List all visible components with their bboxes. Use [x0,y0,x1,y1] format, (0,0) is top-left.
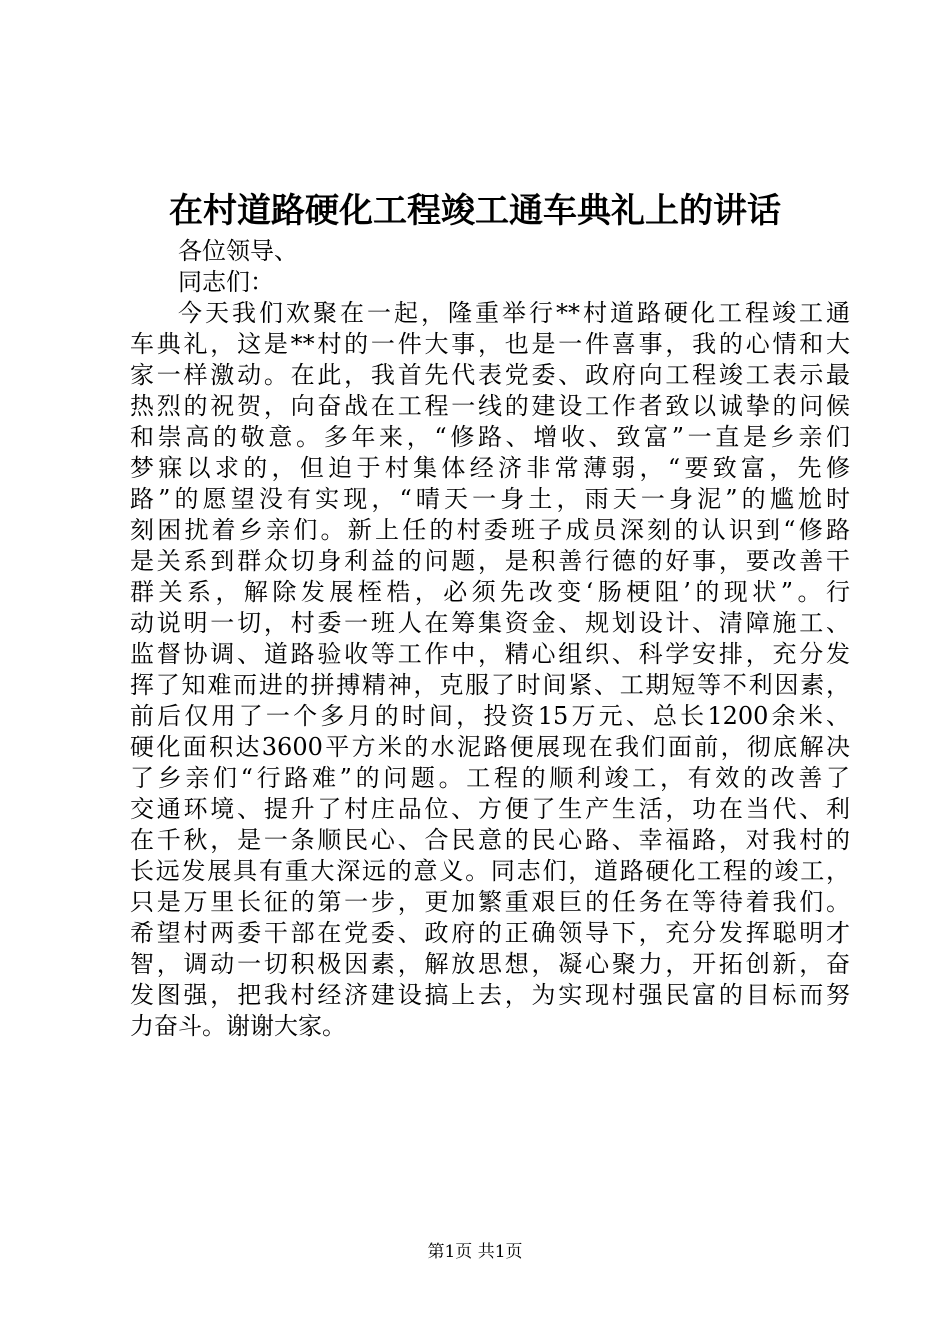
body-line: 车典礼，这是**村的一件大事，也是一件喜事，我的心情和大 [130,330,850,358]
body-line: 智，调动一切积极因素，解放思想，凝心聚力，开拓创新，奋 [130,950,850,978]
salutation-line: 同志们： [178,268,274,296]
body-line: 在千秋，是一条顺民心、合民意的民心路、幸福路，对我村的 [130,826,850,854]
body-line: 家一样激动。在此，我首先代表党委、政府向工程竣工表示最 [130,361,850,389]
body-line: 路”的愿望没有实现，“晴天一身土，雨天一身泥”的尴尬时 [130,485,850,513]
body-line: 了乡亲们“行路难”的问题。工程的顺利竣工，有效的改善了 [130,764,850,792]
body-line: 梦寐以求的，但迫于村集体经济非常薄弱，“要致富，先修 [130,454,850,482]
page-footer: 第1页 共1页 [427,1242,523,1262]
body-line: 发图强，把我村经济建设搞上去，为实现村强民富的目标而努 [130,981,850,1009]
salutation-line: 各位领导、 [178,237,298,265]
body-line: 刻困扰着乡亲们。新上任的村委班子成员深刻的认识到“修路 [130,516,850,544]
body-line: 前后仅用了一个多月的时间，投资15万元、总长1200余米、 [130,702,850,730]
body-line: 是关系到群众切身利益的问题，是积善行德的好事，要改善干 [130,547,850,575]
body-line: 和崇高的敬意。多年来，“修路、增收、致富”一直是乡亲们 [130,423,850,451]
body-line: 热烈的祝贺，向奋战在工程一线的建设工作者致以诚挚的问候 [130,392,850,420]
body-line: 群关系，解除发展桎梏，必须先改变‘肠梗阻’的现状”。行 [130,578,850,606]
body-line: 长远发展具有重大深远的意义。同志们，道路硬化工程的竣工， [130,857,850,885]
body-line: 挥了知难而进的拼搏精神，克服了时间紧、工期短等不利因素， [130,671,850,699]
body-line: 动说明一切，村委一班人在筹集资金、规划设计、清障施工、 [130,609,850,637]
body-line: 力奋斗。谢谢大家。 [130,1012,346,1040]
body-line: 监督协调、道路验收等工作中，精心组织、科学安排，充分发 [130,640,850,668]
body-line: 今天我们欢聚在一起，隆重举行**村道路硬化工程竣工通 [178,299,850,327]
body-line: 只是万里长征的第一步，更加繁重艰巨的任务在等待着我们。 [130,888,850,916]
body-line: 交通环境、提升了村庄品位、方便了生产生活，功在当代、利 [130,795,850,823]
body-line: 硬化面积达3600平方米的水泥路便展现在我们面前，彻底解决 [130,733,850,761]
body-line: 希望村两委干部在党委、政府的正确领导下，充分发挥聪明才 [130,919,850,947]
document-body [130,236,850,1042]
document-title: 在村道路硬化工程竣工通车典礼上的讲话 [169,191,781,231]
